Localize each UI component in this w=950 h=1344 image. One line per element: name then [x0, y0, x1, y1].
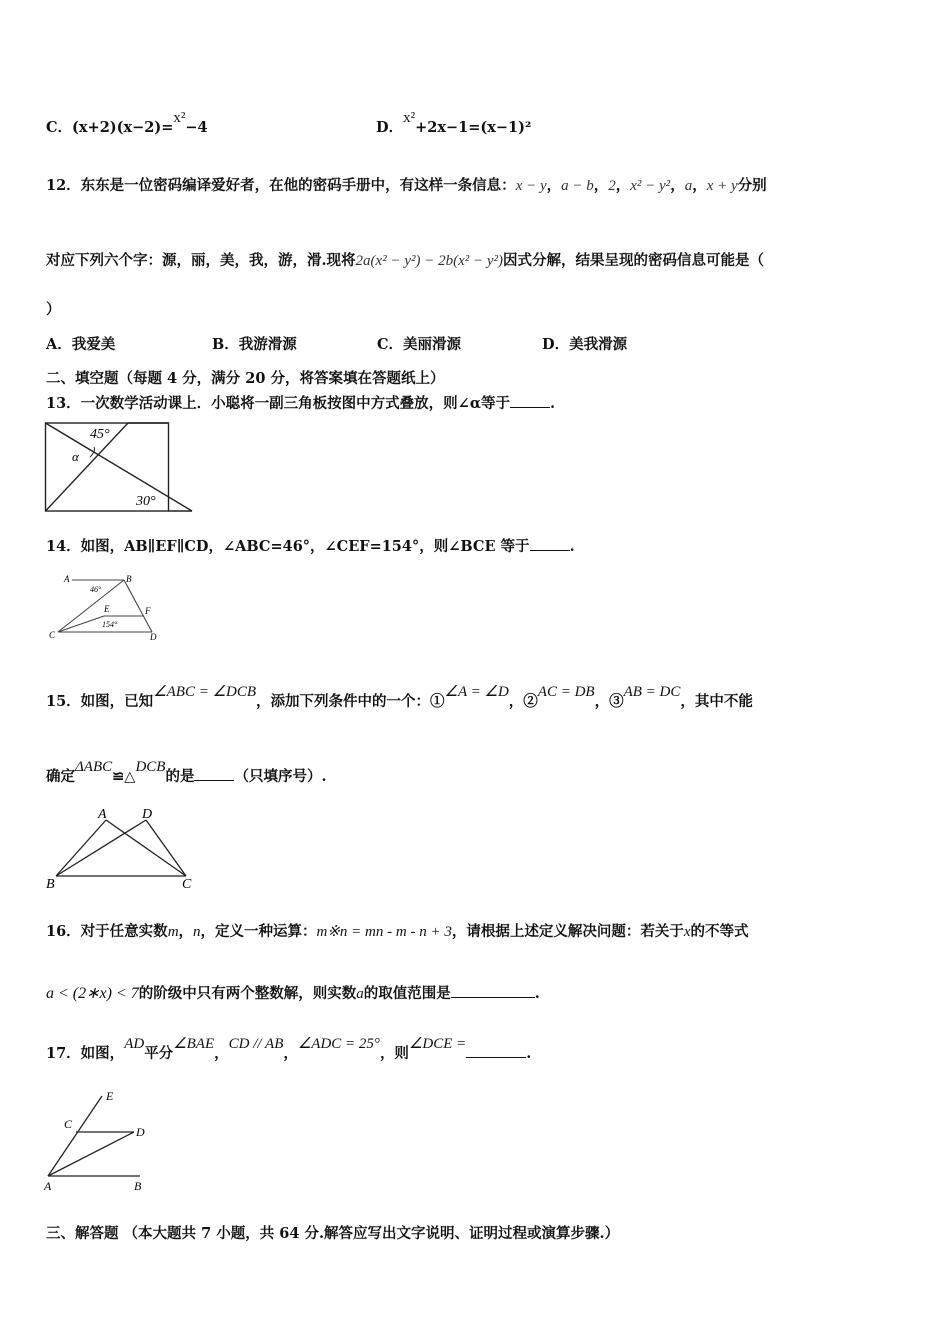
q14-figure-label-d: D: [150, 632, 157, 642]
q12-line2-head: 对应下列六个字：源，丽，美，我，游，滑.现将: [46, 252, 356, 269]
q14-figure-label-e: E: [104, 604, 110, 614]
q16-line2: [46, 982, 540, 1003]
q16-var-x: x: [683, 924, 691, 940]
q17-figure-label-e: E: [106, 1089, 114, 1103]
q14-figure: [46, 570, 166, 646]
q15-condition-3: AB = DC: [623, 684, 681, 700]
q12-line2-tail: 因式分解，结果呈现的密码信息可能是（: [503, 252, 765, 269]
q12-line1-tail: 分别: [737, 177, 767, 194]
q16-var-a: a: [356, 986, 364, 1002]
q14-answer-blank[interactable]: [530, 550, 570, 551]
q17-angle-dce: ∠DCE =: [408, 1036, 467, 1052]
q15-figure-label-d: D: [142, 807, 153, 822]
separator: ，: [593, 177, 609, 194]
q15-figure-line-ac: [106, 820, 186, 876]
q17-ad: AD: [124, 1036, 145, 1052]
q17-angle-adc: ∠ADC = 25°: [297, 1036, 380, 1052]
q14-figure-label-c: C: [49, 630, 56, 640]
q17-figure: [42, 1088, 154, 1198]
q12-option-a: A．我爱美: [46, 336, 116, 353]
q11-option-d-x2: x²: [403, 110, 416, 126]
q11-option-c-x2: x²: [173, 110, 186, 126]
q16-line2-mid: 的阶级中只有两个整数解，则实数: [138, 985, 357, 1002]
q15-line2-end: （只填序号）.: [234, 768, 327, 785]
q17-angle-bae: ∠BAE: [173, 1036, 215, 1052]
q15-head: 15．如图，已知: [46, 693, 154, 710]
separator: ，: [546, 177, 562, 194]
q15-triangle-abc: ΔABC: [75, 759, 113, 775]
q15-sep2: ，②: [508, 693, 538, 710]
q15-mid: ，添加下列条件中的一个：①: [256, 693, 445, 710]
separator: ，: [670, 177, 685, 194]
q15-given: ∠ABC = ∠DCB: [153, 684, 257, 700]
q17-sep-2: ，: [283, 1045, 298, 1062]
q17-figure-label-d: D: [136, 1125, 145, 1139]
q16-end: .: [534, 985, 540, 1002]
q15-line1: [46, 684, 753, 711]
q14-figure-label-b: B: [126, 574, 132, 584]
q15-congruent: ≌△: [112, 768, 136, 785]
q14-figure-label-a: A: [64, 574, 70, 584]
q11-option-c-tail: −4: [185, 119, 208, 136]
q14-figure-line-ce: [58, 616, 104, 632]
q12-line2: [46, 249, 764, 270]
q17-figure-line-ae: [48, 1096, 102, 1176]
q17-cd-parallel-ab: CD // AB: [228, 1036, 284, 1052]
q11-option-d-line: [376, 110, 532, 137]
q14-figure-label-154: 154°: [102, 620, 118, 629]
q15-line2: [46, 759, 327, 786]
q12-option-d: D．美我滑源: [542, 336, 628, 353]
q14-text: [46, 535, 575, 556]
q16-head: 16．对于任意实数: [46, 923, 168, 940]
q15-figure-label-c: C: [182, 877, 192, 892]
q12-item-5: a: [684, 178, 693, 194]
q13-figure-alpha-arc: [90, 447, 95, 457]
q16-var-n: n: [193, 924, 201, 940]
q11-option-c: C．(x+2)(x−2)=: [46, 119, 174, 136]
q15-figure-line-bd: [56, 820, 146, 876]
q15-figure: [44, 804, 200, 892]
q17-head: 17．如图，: [46, 1045, 125, 1062]
q15-figure-label-a: A: [98, 807, 107, 822]
q13-answer-blank[interactable]: [510, 407, 550, 408]
q11-option-d: D．: [376, 119, 404, 136]
section-2-heading: 二、填空题（每题 4 分，满分 20 分，将答案填在答题纸上）: [46, 370, 445, 387]
separator: ，: [692, 177, 707, 194]
q16-line2-tail: 的取值范围是: [363, 985, 451, 1002]
q13-figure-label-45: 45°: [90, 427, 110, 442]
q15-answer-blank[interactable]: [194, 780, 234, 781]
q17-sep: ，: [214, 1045, 229, 1062]
q17-figure-label-b: B: [134, 1179, 142, 1193]
q12-expression: 2a(x² − y²) − 2b(x² − y²): [355, 253, 504, 269]
q13-text: [46, 392, 555, 413]
q15-tail: ，其中不能: [680, 693, 753, 710]
q13-stem: 13．一次数学活动课上．小聪将一副三角板按图中方式叠放，则∠α等于: [46, 395, 510, 412]
q12-item-1: x − y: [515, 178, 547, 194]
q12-item-4: x² − y²: [630, 178, 671, 194]
q15-triangle-dcb: DCB: [135, 759, 166, 775]
q16-answer-blank[interactable]: [451, 997, 535, 998]
q17-answer-blank[interactable]: [466, 1057, 526, 1058]
q15-figure-line-ba: [56, 820, 106, 876]
q15-condition-1: ∠A = ∠D: [444, 684, 509, 700]
q14-end: .: [569, 538, 575, 555]
q16-sep: ，: [178, 923, 194, 940]
q17-line: [46, 1036, 532, 1063]
q14-stem: 14．如图，AB∥EF∥CD，∠ABC=46°，∠CEF=154°，则∠BCE 等于: [46, 538, 530, 555]
q11-options: [46, 110, 208, 137]
q12-line1: [46, 174, 767, 195]
q12-stem: 12．东东是一位密码编译爱好者，在他的密码手册中，有这样一条信息：: [46, 177, 516, 194]
q16-line1: [46, 920, 749, 941]
q12-line3: ）: [46, 301, 61, 318]
q13-end: .: [549, 395, 556, 412]
q16-mid2: ，请根据上述定义解决问题：若关于: [451, 923, 684, 940]
q14-figure-label-46: 46°: [90, 585, 102, 594]
q16-inequality: a < (2∗x) < 7: [46, 985, 139, 1002]
q12-item-3: 2: [608, 178, 616, 194]
q15-sep3: ，③: [594, 693, 624, 710]
q17-figure-line-ad: [48, 1132, 134, 1176]
q17-figure-label-c: C: [64, 1117, 73, 1131]
q15-figure-line-dc: [146, 820, 186, 876]
q12-option-c: C．美丽滑源: [377, 336, 462, 353]
q17-end: .: [526, 1045, 532, 1062]
q11-option-d-tail: +2x−1=(x−1)²: [415, 119, 532, 136]
q16-var-m: m: [167, 924, 179, 940]
q15-figure-label-b: B: [46, 877, 55, 892]
q13-figure-label-alpha: α: [72, 449, 79, 464]
q13-figure-label-30: 30°: [136, 494, 156, 509]
q12-item-2: a − b: [561, 178, 594, 194]
q17-figure-label-a: A: [44, 1179, 52, 1193]
q13-figure: [44, 421, 196, 515]
q13-figure-hypotenuse-45: [46, 423, 129, 511]
q17-then: ，则: [379, 1045, 409, 1062]
q16-tail: 的不等式: [690, 923, 749, 940]
q14-figure-label-f: F: [145, 606, 151, 616]
separator: ，: [615, 177, 631, 194]
q16-operation: m※n = mn - m - n + 3: [316, 924, 452, 940]
q12-item-6: x + y: [706, 178, 738, 194]
q15-condition-2: AC = DB: [537, 684, 595, 700]
section-3-heading: 三、解答题 （本大题共 7 小题，共 64 分.解答应写出文字说明、证明过程或演算步骤.）: [46, 1225, 620, 1242]
q12-option-b: B．我游滑源: [212, 336, 297, 353]
q17-bisect: 平分: [144, 1045, 174, 1062]
q15-line2-tail: 的是: [165, 768, 195, 785]
q16-mid: ，定义一种运算：: [200, 923, 317, 940]
q15-line2-head: 确定: [46, 768, 75, 785]
